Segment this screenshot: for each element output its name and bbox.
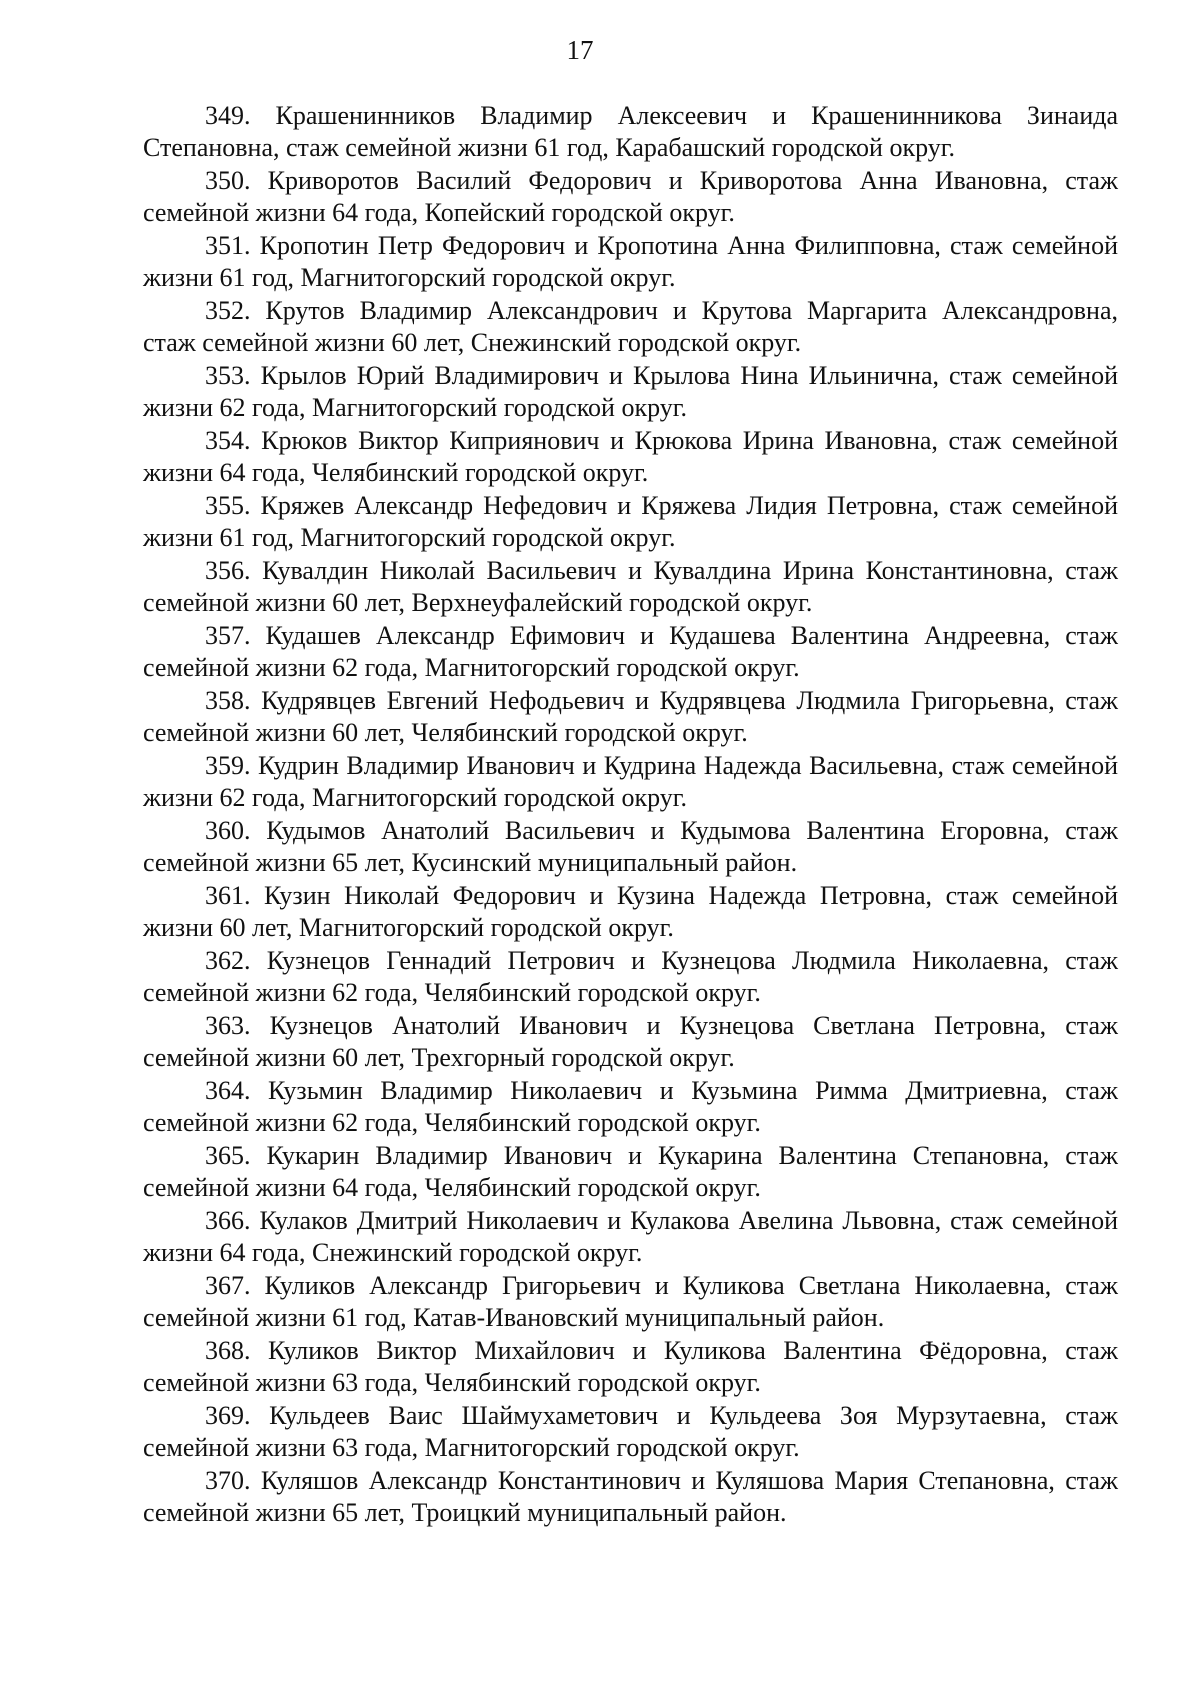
list-item: 353. Крылов Юрий Владимирович и Крылова Нина Ильинична, стаж семейной жизни 62 года, Магнитогорский городской округ. xyxy=(143,361,1118,422)
list-item: 364. Кузьмин Владимир Николаевич и Кузьмина Римма Дмитриевна, стаж семейной жизни 62 года, Челябинский городской округ. xyxy=(143,1076,1118,1137)
list-item: 363. Кузнецов Анатолий Иванович и Кузнецова Светлана Петровна, стаж семейной жизни 60 лет, Трехгорный городской округ. xyxy=(143,1011,1118,1072)
list-item: 351. Кропотин Петр Федорович и Кропотина Анна Филипповна, стаж семейной жизни 61 год, Магнитогорский городской округ. xyxy=(143,231,1118,292)
list-item: 350. Криворотов Василий Федорович и Криворотова Анна Ивановна, стаж семейной жизни 64 года, Копейский городской округ. xyxy=(143,166,1118,227)
list-item: 356. Кувалдин Николай Васильевич и Кувалдина Ирина Константиновна, стаж семейной жизни 60 лет, Верхнеуфалейский городской округ. xyxy=(143,556,1118,617)
list-item: 355. Кряжев Александр Нефедович и Кряжева Лидия Петровна, стаж семейной жизни 61 год, Магнитогорский городской округ. xyxy=(143,491,1118,552)
list-item: 359. Кудрин Владимир Иванович и Кудрина Надежда Васильевна, стаж семейной жизни 62 года, Магнитогорский городской округ. xyxy=(143,751,1118,812)
list-item: 360. Кудымов Анатолий Васильевич и Кудымова Валентина Егоровна, стаж семейной жизни 65 лет, Кусинский муниципальный район. xyxy=(143,816,1118,877)
list-item: 361. Кузин Николай Федорович и Кузина Надежда Петровна, стаж семейной жизни 60 лет, Магнитогорский городской округ. xyxy=(143,881,1118,942)
list-item: 362. Кузнецов Геннадий Петрович и Кузнецова Людмила Николаевна, стаж семейной жизни 62 года, Челябинский городской округ. xyxy=(143,946,1118,1007)
list-item: 368. Куликов Виктор Михайлович и Куликова Валентина Фёдоровна, стаж семейной жизни 63 года, Челябинский городской округ. xyxy=(143,1336,1118,1397)
list-item: 354. Крюков Виктор Киприянович и Крюкова Ирина Ивановна, стаж семейной жизни 64 года, Челябинский городской округ. xyxy=(143,426,1118,487)
list-item: 365. Кукарин Владимир Иванович и Кукарина Валентина Степановна, стаж семейной жизни 64 года, Челябинский городской округ. xyxy=(143,1141,1118,1202)
list-item: 366. Кулаков Дмитрий Николаевич и Кулакова Авелина Львовна, стаж семейной жизни 64 года, Снежинский городской округ. xyxy=(143,1206,1118,1267)
list-item: 369. Кульдеев Ваис Шаймухаметович и Кульдеева Зоя Мурзутаевна, стаж семейной жизни 63 года, Магнитогорский городской округ. xyxy=(143,1401,1118,1462)
page-number: 17 xyxy=(566,35,594,65)
list-item: 370. Куляшов Александр Константинович и Куляшова Мария Степановна, стаж семейной жизни 65 лет, Троицкий муниципальный район. xyxy=(143,1466,1118,1527)
list-item: 357. Кудашев Александр Ефимович и Кудашева Валентина Андреевна, стаж семейной жизни 62 года, Магнитогорский городской округ. xyxy=(143,621,1118,682)
list-item: 358. Кудрявцев Евгений Нефодьевич и Кудрявцева Людмила Григорьевна, стаж семейной жизни 60 лет, Челябинский городской округ. xyxy=(143,686,1118,747)
list-item: 352. Крутов Владимир Александрович и Крутова Маргарита Александровна, стаж семейной жизни 60 лет, Снежинский городской округ. xyxy=(143,296,1118,357)
list-item: 367. Куликов Александр Григорьевич и Куликова Светлана Николаевна, стаж семейной жизни 61 год, Катав-Ивановский муниципальный район. xyxy=(143,1271,1118,1332)
entry-list xyxy=(143,100,1118,1530)
list-item: 349. Крашенинников Владимир Алексеевич и Крашенинникова Зинаида Степановна, стаж семейной жизни 61 год, Карабашский городской округ. xyxy=(143,101,1118,162)
